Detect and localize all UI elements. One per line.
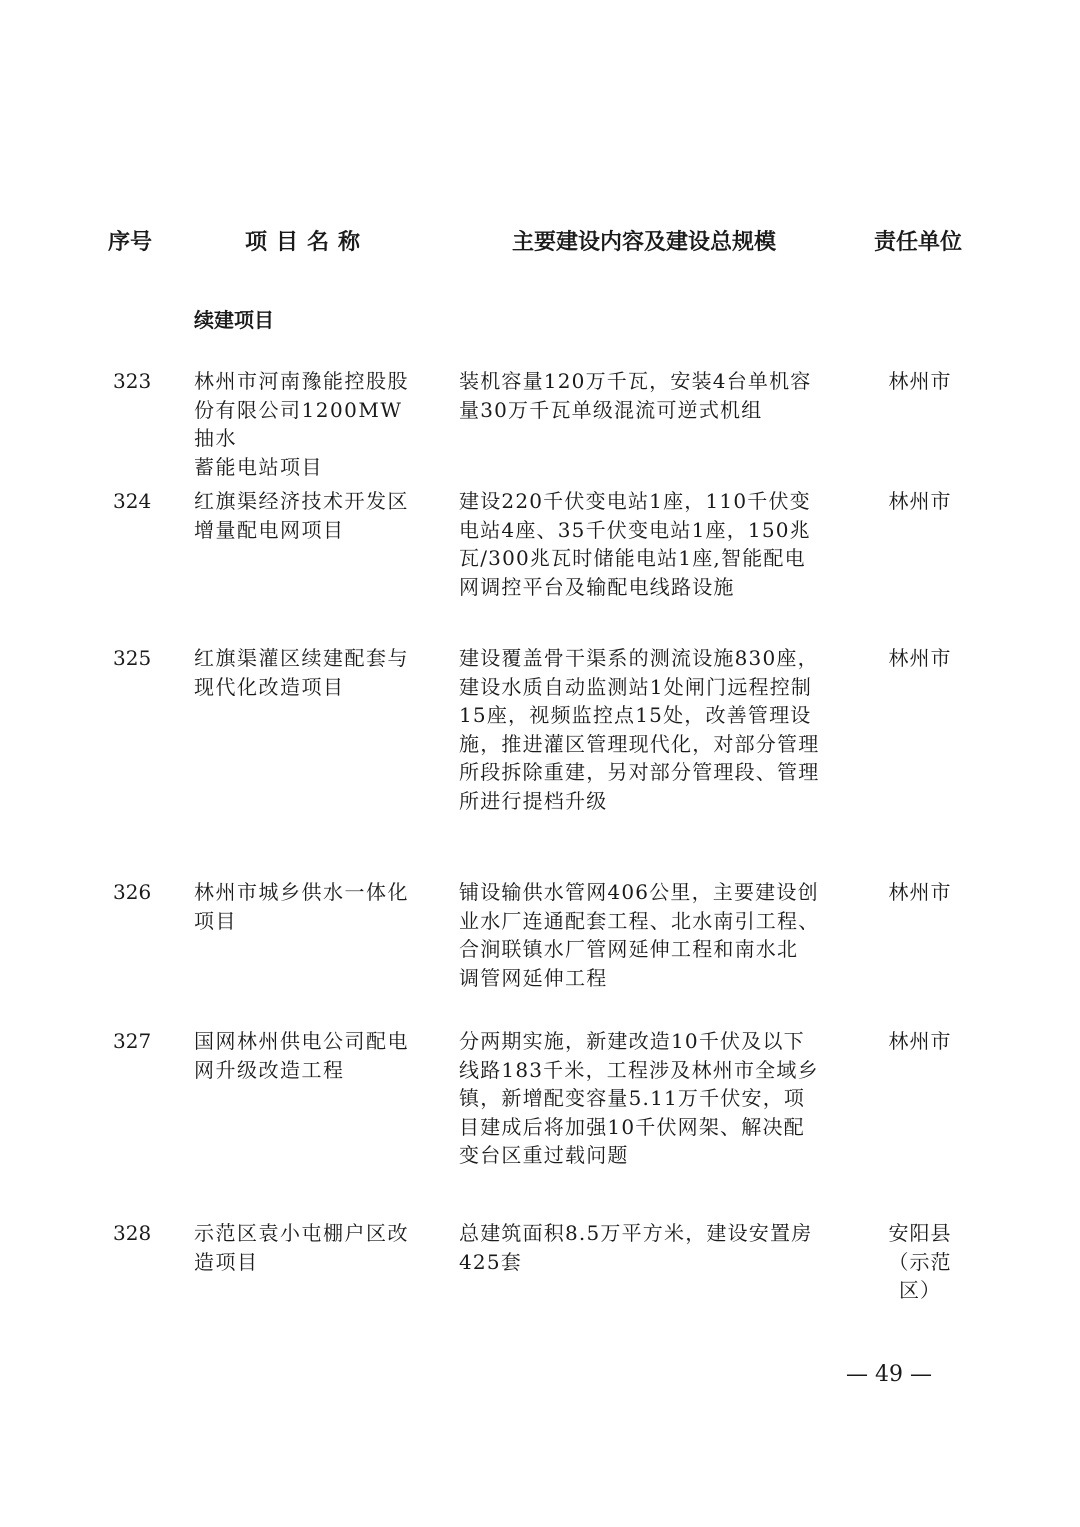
page-number: — 49 — (846, 1362, 932, 1387)
header-responsible-unit: 责任单位 (874, 230, 963, 255)
row-project-name: 红旗渠经济技术开发区 增量配电网项目 (194, 489, 409, 542)
row-serial-number: 326 (113, 880, 152, 904)
row-serial-number: 327 (113, 1029, 152, 1053)
row-responsible-unit: 安阳县 （示范 区） (888, 1221, 952, 1303)
header-serial-number: 序号 (108, 230, 153, 255)
row-project-name: 红旗渠灌区续建配套与 现代化改造项目 (194, 646, 409, 699)
row-responsible-unit: 林州市 (888, 1029, 952, 1053)
row-construction-content: 建设220千伏变电站1座，110千伏变 电站4座、35千伏变电站1座，150兆 瓦/300兆瓦时储能电站1座,智能配电 网调控平台及输配电线路设施 (459, 489, 811, 599)
row-construction-content: 建设覆盖骨干渠系的测流设施830座， 建设水质自动监测站1处闸门远程控制 15座，视频监控点15处，改善管理设 施，推进灌区管理现代化，对部分管理 所段拆除重建，另对部分管理段、管理 所进行提档升级 (459, 646, 820, 813)
row-serial-number: 325 (113, 646, 152, 670)
row-serial-number: 323 (113, 369, 152, 393)
header-construction-content: 主要建设内容及建设总规模 (512, 230, 777, 255)
row-construction-content: 总建筑面积8.5万平方米，建设安置房 425套 (459, 1221, 813, 1274)
row-responsible-unit: 林州市 (888, 489, 952, 513)
row-serial-number: 324 (113, 489, 152, 513)
row-responsible-unit: 林州市 (888, 646, 952, 670)
header-project-name: 项目名称 (245, 230, 370, 255)
row-construction-content: 分两期实施，新建改造10千伏及以下 线路183千米，工程涉及林州市全域乡 镇，新增配变容量5.11万千伏安，项 目建成后将加强10千伏网架、解决配 变台区重过载问题 (459, 1029, 819, 1168)
row-project-name: 国网林州供电公司配电 网升级改造工程 (194, 1029, 409, 1082)
row-responsible-unit: 林州市 (888, 369, 952, 393)
row-construction-content: 装机容量120万千瓦，安装4台单机容 量30万千瓦单级混流可逆式机组 (459, 369, 812, 422)
row-project-name: 示范区袁小屯棚户区改 造项目 (194, 1221, 409, 1274)
section-title: 续建项目 (194, 308, 274, 332)
row-project-name: 林州市河南豫能控股股 份有限公司1200MW抽水 蓄能电站项目 (194, 369, 409, 479)
row-project-name: 林州市城乡供水一体化 项目 (194, 880, 409, 933)
row-serial-number: 328 (113, 1221, 152, 1245)
row-construction-content: 铺设输供水管网406公里，主要建设创 业水厂连通配套工程、北水南引工程、 合涧联镇水厂管网延伸工程和南水北 调管网延伸工程 (459, 880, 820, 990)
row-responsible-unit: 林州市 (888, 880, 952, 904)
